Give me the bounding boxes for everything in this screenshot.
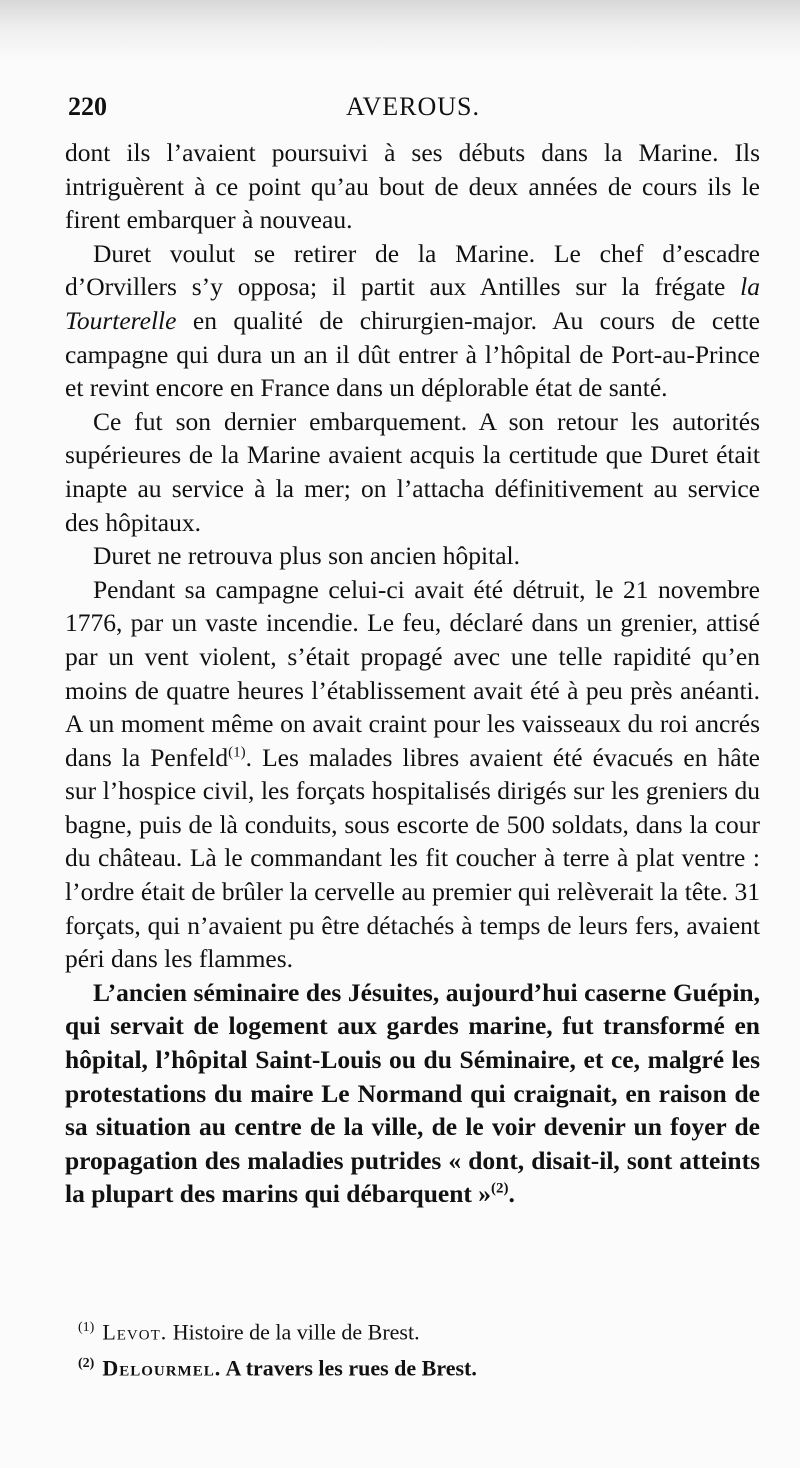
paragraph-3: Ce fut son dernier embarquement. A son retour les autorités supérieures de la Marine avaient acquis la certitude que Duret était inapte au service à la mer; on l’attacha définitivement au service des hôpitaux. — [65, 406, 760, 537]
footnote-author: Delourmel. — [102, 1355, 222, 1381]
paragraph-4: Duret ne retrouva plus son ancien hôpital. — [93, 541, 521, 571]
paragraph-2-text-a: Duret voulut se retirer de la Marine. Le chef d’escadre d’Orvillers s’y opposa; il partit aux Antilles sur la frégate — [65, 238, 760, 302]
footnote-author: Levot. — [102, 1319, 168, 1345]
footnote-ref-1[interactable]: (1) — [228, 744, 246, 761]
running-head: AVEROUS. — [346, 92, 480, 121]
footnote-mark: (1) — [78, 1320, 95, 1335]
paragraph-1: dont ils l’avaient poursuivi à ses débuts dans la Marine. Ils intriguèrent à ce point qu’au bout de deux années de cours ils le firent embarquer à nouveau. — [65, 138, 760, 235]
scan-border-shadow — [0, 0, 800, 60]
paragraph-6-end: . — [508, 1179, 515, 1209]
paragraph-5 — [65, 573, 760, 976]
footnote-2 — [78, 1348, 738, 1384]
footnote-ref-2[interactable]: (2) — [491, 1180, 509, 1197]
footnote-text: Histoire de la ville de Brest. — [172, 1319, 420, 1345]
footnote-text: A travers les rues de Brest. — [225, 1355, 477, 1381]
paragraph-6 — [65, 976, 760, 1211]
paragraph-2 — [65, 237, 760, 405]
paragraph-5-text-b: . Les malades libres avaient été évacués en hâte sur l’hospice civil, les forçats hospitalisés dirigés sur les greniers du bagne, puis de là conduits, sous escorte de 500 soldats, dans la cour du château. Là le commandant les fit coucher à terre à plat ventre : l’ordre était de brûler la cervelle au premier qui relèverait la tête. 31 forçats, qui n’avaient pu être détachés à temps de leurs fers, avaient péri dans les flammes. — [65, 742, 760, 974]
ship-name: la Tourterelle — [65, 272, 761, 335]
paragraph-6-text: L’ancien séminaire des Jésuites, aujourd’hui caserne Guépin, qui servait de logement aux gardes marine, fut transformé en hôpital, l’hôpital Saint-Louis ou du Séminaire, et ce, malgré les protestations du maire Le Normand qui craignait, en raison de sa situation au centre de la ville, de le voir devenir un foyer de propagation des maladies putrides « dont, disait-il, sont atteints la plupart des marins qui débarquent » — [65, 977, 760, 1209]
footnotes — [78, 1312, 738, 1385]
paragraph-2-text-b: en qualité de chirurgien-major. Au cours de cette campagne qui dura un an il dût entrer à l’hôpital de Port-au-Prince et revint encore en France dans un déplorable état de santé. — [65, 305, 761, 403]
paragraph-5-text-a: Pendant sa campagne celui-ci avait été détruit, le 21 novembre 1776, par un vaste incendie. Le feu, déclaré dans un grenier, attisé par un vent violent, s’était propagé avec une telle rapidité qu’en moins de quatre heures l’établissement avait été à peu près anéanti. A un moment même on avait craint pour les vaisseaux du roi ancrés dans la Penfeld — [65, 574, 760, 772]
body-text — [65, 136, 760, 1211]
page-header — [68, 92, 758, 132]
footnote-1 — [78, 1312, 738, 1348]
footnote-mark: (2) — [78, 1356, 95, 1372]
page-number: 220 — [68, 92, 107, 121]
